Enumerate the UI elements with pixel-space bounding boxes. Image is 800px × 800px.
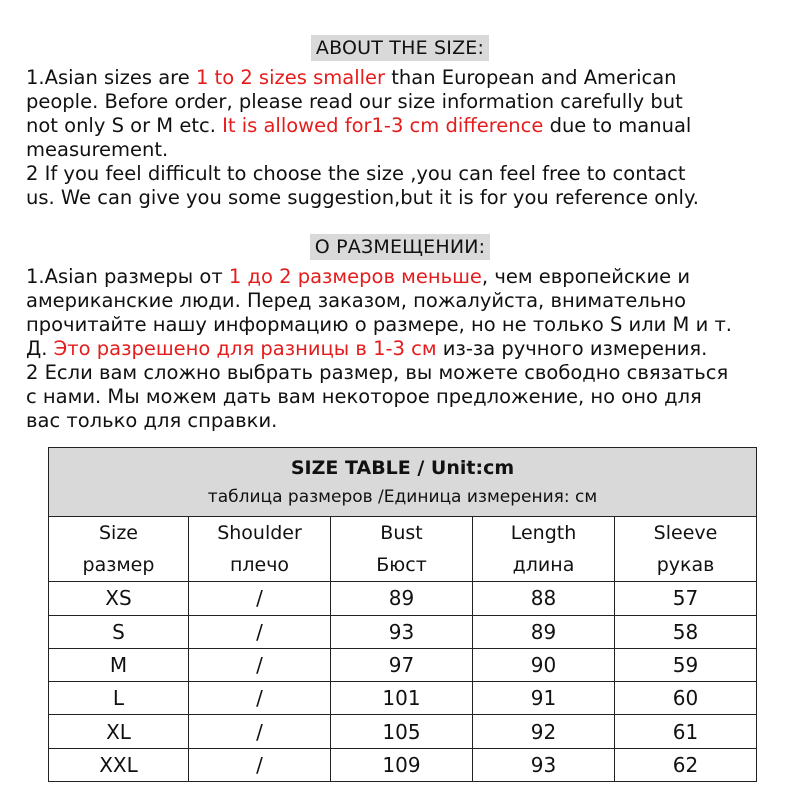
text-segment: not only S or M etc. bbox=[26, 114, 223, 137]
text-segment: с нами. Мы можем дать вам некоторое предложение, но оно для bbox=[26, 385, 702, 408]
text-segment: из-за ручного измерения. bbox=[436, 337, 708, 360]
russian-text-line bbox=[26, 289, 788, 313]
size-table-subtitle: таблица размеров /Единица измерения: см bbox=[207, 486, 598, 507]
size-table bbox=[48, 447, 757, 782]
table-cell: 92 bbox=[473, 715, 615, 748]
column-header-size bbox=[49, 516, 189, 582]
table-cell: XL bbox=[49, 715, 189, 748]
column-header-english: Sleeve bbox=[653, 521, 718, 544]
size-table-header-row bbox=[49, 516, 757, 582]
table-cell: 109 bbox=[331, 748, 473, 781]
text-segment: 2 If you feel difficult to choose the size ,you can feel free to contact bbox=[26, 162, 686, 185]
table-cell: 60 bbox=[615, 682, 757, 715]
highlighted-text: Это разрешено для разницы в 1-3 см bbox=[53, 337, 437, 360]
column-header-russian: длина bbox=[512, 553, 575, 576]
table-cell: / bbox=[189, 748, 331, 781]
text-segment: us. We can give you some suggestion,but it is for you reference only. bbox=[26, 186, 699, 209]
table-cell: 91 bbox=[473, 682, 615, 715]
russian-text-line bbox=[26, 313, 788, 337]
text-segment: due to manual bbox=[543, 114, 692, 137]
column-header-length bbox=[473, 516, 615, 582]
table-cell: / bbox=[189, 648, 331, 681]
size-table-body bbox=[49, 582, 757, 782]
english-text-line bbox=[26, 90, 788, 114]
table-cell: XXL bbox=[49, 748, 189, 781]
russian-size-notes bbox=[26, 265, 788, 433]
text-segment: американские люди. Перед заказом, пожалуйста, внимательно bbox=[26, 289, 687, 312]
table-cell: 101 bbox=[331, 682, 473, 715]
russian-text-line bbox=[26, 361, 788, 385]
size-table-title-cell bbox=[49, 448, 757, 517]
english-text-line bbox=[26, 114, 788, 138]
column-header-english: Shoulder bbox=[217, 521, 302, 544]
highlighted-text: 1 до 2 размеров меньше bbox=[228, 265, 482, 288]
text-segment: 1.Asian sizes are bbox=[26, 66, 196, 89]
column-header-english: Size bbox=[98, 521, 138, 544]
english-heading-wrap bbox=[0, 35, 800, 61]
table-row bbox=[49, 715, 757, 748]
table-cell: 58 bbox=[615, 615, 757, 648]
english-text-line bbox=[26, 66, 788, 90]
table-cell: S bbox=[49, 615, 189, 648]
russian-heading: О РАЗМЕЩЕНИИ: bbox=[310, 234, 491, 260]
table-cell: 89 bbox=[473, 615, 615, 648]
column-header-english: Bust bbox=[380, 521, 423, 544]
russian-text-line bbox=[26, 385, 788, 409]
highlighted-text: It is allowed for1-3 cm difference bbox=[222, 114, 544, 137]
table-cell: 89 bbox=[331, 582, 473, 615]
text-segment: measurement. bbox=[26, 138, 169, 161]
russian-text-line bbox=[26, 409, 788, 433]
table-cell: 93 bbox=[331, 615, 473, 648]
table-row bbox=[49, 615, 757, 648]
table-row bbox=[49, 582, 757, 615]
table-cell: 62 bbox=[615, 748, 757, 781]
text-segment: than European and American bbox=[385, 66, 677, 89]
table-cell: / bbox=[189, 715, 331, 748]
russian-text-line bbox=[26, 337, 788, 361]
column-header-russian: рукав bbox=[656, 553, 715, 576]
table-row bbox=[49, 648, 757, 681]
english-text-line bbox=[26, 186, 788, 210]
table-cell: 88 bbox=[473, 582, 615, 615]
column-header-sleeve bbox=[615, 516, 757, 582]
text-segment: , чем европейские и bbox=[481, 265, 691, 288]
russian-text-line bbox=[26, 265, 788, 289]
column-header-russian: плечо bbox=[229, 553, 290, 576]
text-segment: прочитайте нашу информацию о размере, но не только S или M и т. bbox=[26, 313, 733, 336]
column-header-bust bbox=[331, 516, 473, 582]
table-cell: / bbox=[189, 682, 331, 715]
text-segment: 2 Если вам сложно выбрать размер, вы можете свободно связаться bbox=[26, 361, 729, 384]
column-header-russian: Бюст bbox=[376, 553, 427, 576]
size-table-title: SIZE TABLE / Unit:cm bbox=[290, 456, 515, 479]
table-row bbox=[49, 748, 757, 781]
english-text-line bbox=[26, 162, 788, 186]
table-cell: M bbox=[49, 648, 189, 681]
table-cell: L bbox=[49, 682, 189, 715]
column-header-shoulder bbox=[189, 516, 331, 582]
table-cell: 61 bbox=[615, 715, 757, 748]
english-size-notes bbox=[26, 66, 788, 210]
highlighted-text: 1 to 2 sizes smaller bbox=[195, 66, 386, 89]
table-cell: / bbox=[189, 615, 331, 648]
table-row bbox=[49, 682, 757, 715]
table-cell: 57 bbox=[615, 582, 757, 615]
russian-heading-wrap bbox=[0, 234, 800, 260]
table-cell: 59 bbox=[615, 648, 757, 681]
table-cell: 93 bbox=[473, 748, 615, 781]
text-segment: people. Before order, please read our size information carefully but bbox=[26, 90, 683, 113]
text-segment: 1.Asian размеры от bbox=[26, 265, 229, 288]
column-header-english: Length bbox=[510, 521, 577, 544]
table-cell: 90 bbox=[473, 648, 615, 681]
text-segment: вас только для справки. bbox=[26, 409, 278, 432]
table-cell: XS bbox=[49, 582, 189, 615]
size-table-title-row bbox=[49, 448, 757, 517]
table-cell: / bbox=[189, 582, 331, 615]
table-cell: 105 bbox=[331, 715, 473, 748]
english-text-line bbox=[26, 138, 788, 162]
column-header-russian: размер bbox=[82, 553, 155, 576]
table-cell: 97 bbox=[331, 648, 473, 681]
english-heading: ABOUT THE SIZE: bbox=[311, 35, 489, 61]
text-segment: Д. bbox=[26, 337, 54, 360]
